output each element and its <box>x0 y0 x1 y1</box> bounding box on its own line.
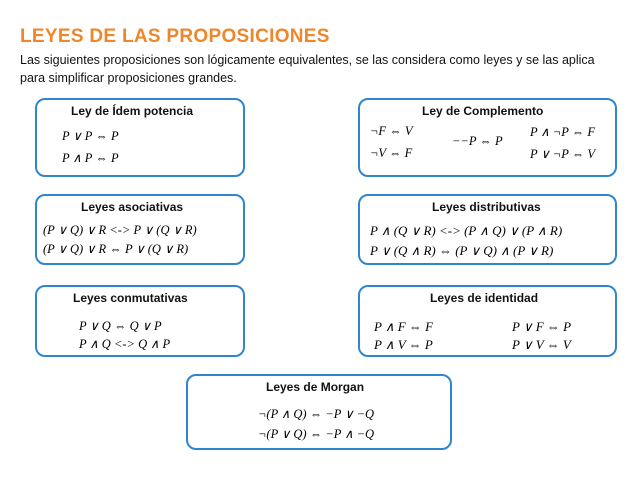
box-title: Leyes asociativas <box>81 200 184 214</box>
box-identidad <box>358 285 617 357</box>
formula: P ∧ P ⇔ P <box>62 151 119 165</box>
intro-text: Las siguientes proposiciones son lógicamente equivalentes, se las considera como leyes y se las aplica para simplificar proposiciones grandes. <box>20 53 595 85</box>
formula: ¬V ⇔ F <box>370 146 413 160</box>
formula: P ∨ P ⇔ P <box>62 129 119 143</box>
formula: (P ∨ Q) ∨ R <-> P ∨ (Q ∨ R) <box>43 223 197 237</box>
formula: P ∧ ¬P ⇔ F <box>530 125 596 139</box>
formula: P ∨ (Q ∧ R) ⇔ (P ∨ Q) ∧ (P ∨ R) <box>370 243 554 258</box>
formula: P ∧ Q <-> Q ∧ P <box>79 337 171 351</box>
formula: P ∨ ¬P ⇔ V <box>530 147 596 161</box>
formula: P ∧ V ⇔ P <box>374 337 433 352</box>
box-idem-potencia <box>35 98 245 177</box>
box-asociativas <box>35 194 245 265</box>
box-conmutativas <box>35 285 245 357</box>
formula: P ∧ (Q ∨ R) <-> (P ∧ Q) ∨ (P ∧ R) <box>370 223 563 238</box>
box-title: Leyes distributivas <box>432 200 541 214</box>
box-title: Ley de Ídem potencia <box>71 104 194 118</box>
formula: ¬(P ∧ Q) ⇔ −P ∨ −Q <box>258 407 375 421</box>
formula: P ∨ Q ⇔ Q ∨ P <box>79 319 162 333</box>
box-title: Leyes de Morgan <box>266 380 365 394</box>
page-title: LEYES DE LAS PROPOSICIONES <box>20 26 330 47</box>
formula: P ∨ V ⇔ V <box>512 337 571 352</box>
formula: P ∨ F ⇔ P <box>512 319 572 334</box>
formula: ¬(P ∨ Q) ⇔ −P ∧ −Q <box>258 427 375 441</box>
formula: P ∧ F ⇔ F <box>374 319 434 334</box>
formula: −−P ⇔ P <box>452 134 503 148</box>
formula: ¬F ⇔ V <box>370 124 413 138</box>
box-complemento <box>358 98 617 177</box>
box-title: Leyes conmutativas <box>73 291 188 305</box>
box-morgan <box>186 374 452 450</box>
formula: (P ∨ Q) ∨ R ⇔ P ∨ (Q ∨ R) <box>43 242 189 256</box>
box-title: Ley de Complemento <box>422 104 544 118</box>
box-distributivas <box>358 194 617 265</box>
box-title: Leyes de identidad <box>430 291 539 305</box>
